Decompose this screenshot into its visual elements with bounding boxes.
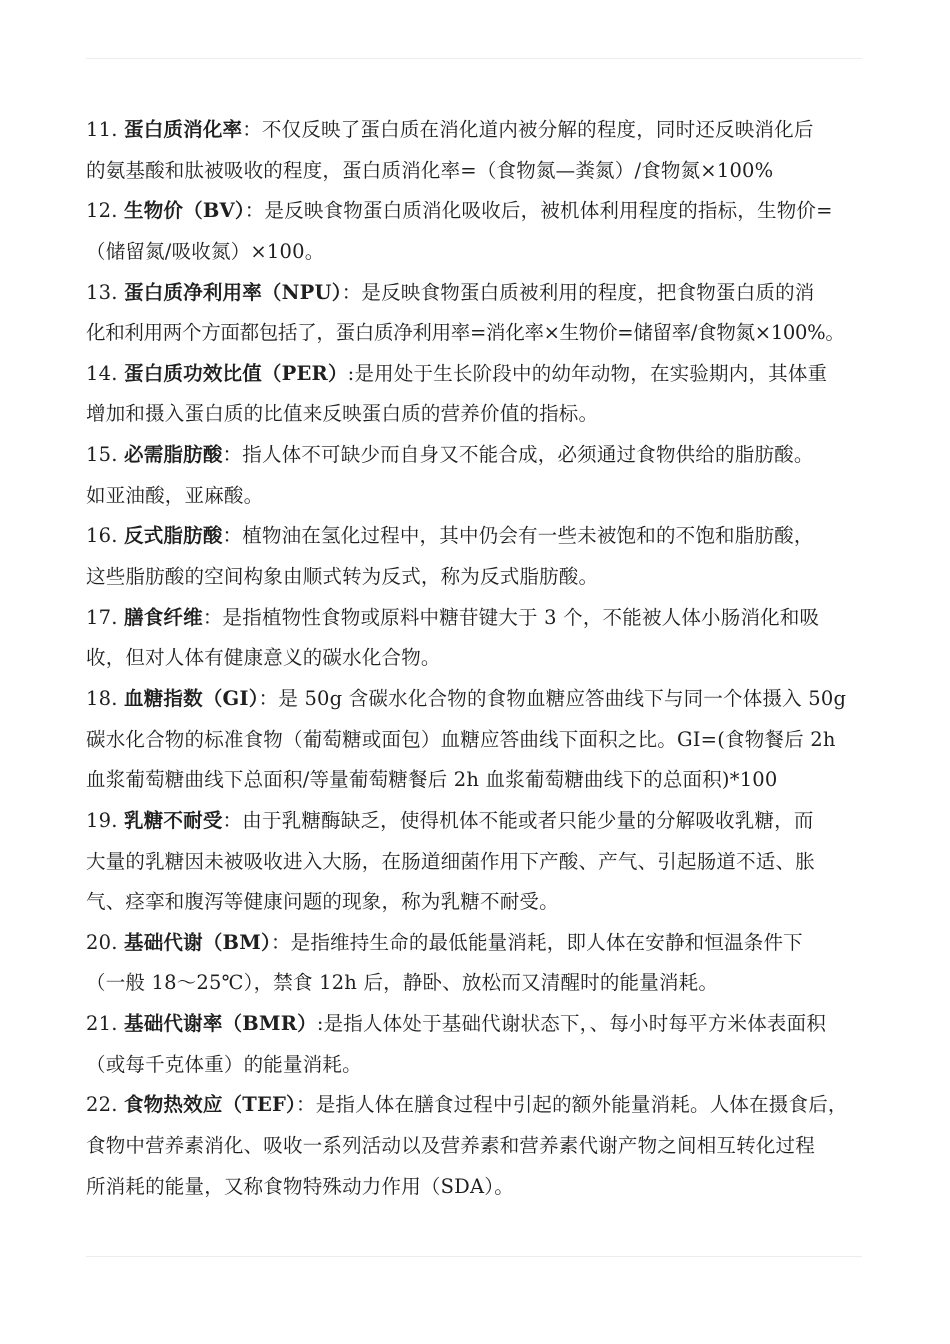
entry-line: 如亚油酸，亚麻酸。 bbox=[86, 483, 264, 507]
entry-number: 15. bbox=[86, 443, 118, 467]
entry-term: 必需脂肪酸 bbox=[124, 443, 223, 467]
entry-line: 血浆葡萄糖曲线下总面积/等量葡萄糖餐后 2h 血浆葡萄糖曲线下的总面积)*100 bbox=[86, 768, 778, 792]
entry-line bbox=[86, 679, 876, 720]
entry-term: 生物价（BV） bbox=[124, 199, 245, 223]
entry-number: 20. bbox=[86, 930, 118, 954]
entry-line: 食物中营养素消化、吸收一系列活动以及营养素和营养素代谢产物之间相互转化过程 bbox=[86, 1134, 815, 1158]
entry-11 bbox=[86, 110, 876, 191]
entry-line: （储留氮/吸收氮）×100。 bbox=[86, 239, 325, 263]
entry-line: （一般 18～25℃），禁食 12h 后，静卧、放松而又清醒时的能量消耗。 bbox=[86, 971, 719, 995]
entry-line: 碳水化合物的标准食物（葡萄糖或面包）血糖应答曲线下面积之比。GI=(食物餐后 2h bbox=[86, 727, 836, 751]
entry-term: 反式脂肪酸 bbox=[124, 524, 223, 548]
entry-line: 大量的乳糖因未被吸收进入大肠，在肠道细菌作用下产酸、产气、引起肠道不适、胀 bbox=[86, 849, 815, 873]
entry-line bbox=[86, 598, 876, 639]
entry-line: （或每千克体重）的能量消耗。 bbox=[86, 1052, 362, 1076]
entry-line bbox=[86, 435, 876, 476]
bottom-divider bbox=[86, 1256, 862, 1257]
entry-number: 19. bbox=[86, 808, 118, 832]
entry-line bbox=[86, 923, 876, 964]
entry-term: 乳糖不耐受 bbox=[124, 808, 223, 832]
entry-20 bbox=[86, 923, 876, 1004]
top-divider bbox=[86, 58, 862, 59]
entry-term: 膳食纤维 bbox=[124, 605, 203, 629]
entry-21 bbox=[86, 1004, 876, 1085]
entry-17 bbox=[86, 598, 876, 679]
entry-text: :是用处于生长阶段中的幼年动物，在实验期内，其体重 bbox=[347, 361, 828, 385]
entry-text: ：是指植物性食物或原料中糖苷键大于 3 个，不能被人体小肠消化和吸 bbox=[202, 605, 820, 629]
entry-line: 收，但对人体有健康意义的碳水化合物。 bbox=[86, 646, 441, 670]
entry-line bbox=[86, 516, 876, 557]
entry-line: 增加和摄入蛋白质的比值来反映蛋白质的营养价值的指标。 bbox=[86, 402, 599, 426]
entry-line: 化和利用两个方面都包括了，蛋白质净利用率=消化率×生物价=储留率/食物氮×100%。 bbox=[86, 321, 845, 345]
entry-number: 12. bbox=[86, 199, 118, 223]
entry-line: 的氨基酸和肽被吸收的程度，蛋白质消化率=（食物氮—粪氮）/食物氮×100% bbox=[86, 158, 774, 182]
entry-term: 基础代谢（BM） bbox=[124, 930, 271, 954]
entry-line bbox=[86, 1004, 876, 1045]
entry-text: :是指人体处于基础代谢状态下，、每小时每平方米体表面积 bbox=[316, 1012, 827, 1036]
entry-19 bbox=[86, 801, 876, 923]
entry-number: 11. bbox=[86, 118, 118, 141]
entry-15 bbox=[86, 435, 876, 516]
entry-term: 蛋白质净利用率（NPU） bbox=[124, 280, 342, 304]
entry-13 bbox=[86, 273, 876, 354]
entry-line bbox=[86, 191, 876, 232]
entry-term: 基础代谢率（BMR） bbox=[124, 1012, 317, 1036]
entry-text: ：是反映食物蛋白质消化吸收后，被机体利用程度的指标，生物价= bbox=[244, 199, 833, 223]
entry-text: ：是反映食物蛋白质被利用的程度，把食物蛋白质的消 bbox=[341, 280, 815, 304]
entry-22 bbox=[86, 1085, 876, 1207]
entry-line bbox=[86, 354, 876, 395]
entry-term: 食物热效应（TEF） bbox=[124, 1093, 296, 1117]
entry-line: 所消耗的能量，又称食物特殊动力作用（SDA）。 bbox=[86, 1174, 514, 1198]
entry-number: 13. bbox=[86, 280, 118, 304]
entry-text: ：是指人体在膳食过程中引起的额外能量消耗。人体在摄食后， bbox=[296, 1093, 848, 1117]
entry-number: 18. bbox=[86, 686, 118, 710]
entry-number: 21. bbox=[86, 1012, 118, 1036]
entry-number: 22. bbox=[86, 1093, 118, 1117]
entry-text: ：是指维持生命的最低能量消耗，即人体在安静和恒温条件下 bbox=[270, 930, 803, 954]
entry-line bbox=[86, 801, 876, 842]
entry-number: 16. bbox=[86, 524, 118, 548]
entry-line bbox=[86, 1085, 876, 1126]
entry-text: ：指人体不可缺少而自身又不能合成，必须通过食物供给的脂肪酸。 bbox=[222, 443, 814, 467]
entry-term: 蛋白质功效比值（PER） bbox=[124, 361, 348, 385]
document-body bbox=[86, 110, 876, 1207]
entry-line: 这些脂肪酸的空间构象由顺式转为反式，称为反式脂肪酸。 bbox=[86, 565, 599, 589]
entry-text: ：植物油在氢化过程中，其中仍会有一些未被饱和的不饱和脂肪酸， bbox=[222, 524, 814, 548]
entry-term: 血糖指数（GI） bbox=[124, 686, 259, 710]
entry-text: ：不仅反映了蛋白质在消化道内被分解的程度，同时还反映消化后 bbox=[242, 118, 814, 141]
entry-line bbox=[86, 110, 876, 151]
entry-number: 17. bbox=[86, 605, 118, 629]
entry-text: ：是 50g 含碳水化合物的食物血糖应答曲线下与同一个体摄入 50g bbox=[258, 686, 847, 710]
entry-number: 14. bbox=[86, 361, 118, 385]
entry-12 bbox=[86, 191, 876, 272]
entry-line bbox=[86, 273, 876, 314]
entry-18 bbox=[86, 679, 876, 801]
entry-line: 气、痉挛和腹泻等健康问题的现象，称为乳糖不耐受。 bbox=[86, 890, 559, 914]
entry-term: 蛋白质消化率 bbox=[124, 118, 243, 141]
entry-14 bbox=[86, 354, 876, 435]
entry-16 bbox=[86, 516, 876, 597]
entry-text: ：由于乳糖酶缺乏，使得机体不能或者只能少量的分解吸收乳糖，而 bbox=[222, 808, 814, 832]
